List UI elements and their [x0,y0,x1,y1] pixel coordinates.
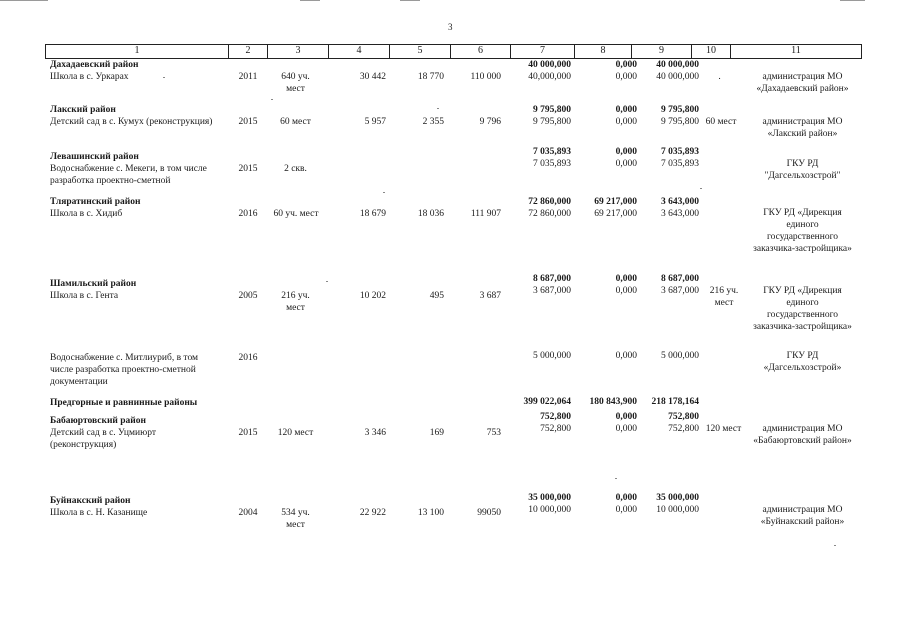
responsible-org: ГКУ РД «Дирекция [763,208,842,218]
scan-speck [834,545,836,546]
header-cell: 10 [692,45,731,58]
col7-cell: 7 035,893 [533,159,571,169]
responsible-org: «Лакский район» [767,129,838,139]
object-name: Школа в с. Хидиб [50,209,123,219]
responsible-org: «Бабаюртовский район» [753,436,852,446]
header-cell: 7 [511,45,575,58]
responsible-org: администрация МО [762,72,843,82]
col8-cell: 0,000 [615,117,637,127]
scan-edge-line [0,0,48,1]
col4-cell: 30 442 [359,72,386,82]
col5-cell: 495 [429,291,444,301]
col8-total: 0,000 [615,105,637,115]
col8-cell: 0,000 [615,72,637,82]
col6-cell: 111 907 [470,209,501,219]
responsible-org: заказчика-застройщика» [753,322,852,332]
object-name: Детский сад в с. Кумух (реконструкция) [50,117,213,127]
responsible-org: ГКУ РД [786,159,819,169]
page-number: 3 [448,22,453,32]
capacity-cell: мест [286,520,305,530]
col7-cell: 10 000,000 [528,505,571,515]
scan-speck [271,99,273,100]
capacity-cell: 216 уч. [281,291,310,301]
district-name: Буйнакский район [50,496,131,506]
col5-cell: 2 355 [422,117,444,127]
district-name: Тляратинский район [50,197,141,207]
responsible-org: ГКУ РД [786,351,819,361]
col9-total: 218 178,164 [651,397,699,407]
responsible-org: ГКУ РД «Дирекция [763,286,842,296]
scan-speck [700,188,702,189]
col9-cell: 9 795,800 [661,117,699,127]
year-cell: 2015 [238,428,258,438]
col7-total: 8 687,000 [533,274,571,284]
col8-cell: 0,000 [615,286,637,296]
col10-cell: мест [714,298,734,308]
capacity-cell: мест [286,84,305,94]
col8-total: 0,000 [615,147,637,157]
col10-cell: 216 уч. [709,286,739,296]
col4-cell: 3 346 [364,428,386,438]
capacity-cell: 640 уч. [281,72,310,82]
responsible-org: администрация МО [762,117,843,127]
col9-cell: 3 687,000 [661,286,699,296]
col9-cell: 10 000,000 [656,505,699,515]
col7-total: 40 000,000 [528,60,571,70]
col8-cell: 0,000 [615,505,637,515]
object-name: Детский сад в с. Уцмиюрт [50,428,156,438]
col7-total: 72 860,000 [528,197,571,207]
col7-cell: 3 687,000 [533,286,571,296]
responsible-org: единого [786,298,819,308]
year-cell: 2015 [238,164,258,174]
col9-total: 3 643,000 [661,197,699,207]
scan-speck [326,281,328,282]
col9-total: 40 000,000 [656,60,699,70]
col8-cell: 69 217,000 [594,209,637,219]
district-name: Лакский район [50,105,116,115]
object-name: документации [50,377,108,387]
col7-total: 752,800 [540,412,571,422]
responsible-org: администрация МО [762,424,843,434]
year-cell: 2005 [238,291,258,301]
section-title: Предгорные и равнинные районы [50,398,198,408]
object-name: Водоснабжение с. Митлиуриб, в том [50,353,199,363]
header-cell: 11 [791,45,801,56]
responsible-org: "Дагсельхозстрой" [764,171,841,181]
capacity-cell: 60 уч. мест [273,209,319,219]
col9-total: 35 000,000 [656,493,699,503]
col8-total: 180 843,900 [589,397,637,407]
col4-cell: 5 957 [364,117,386,127]
col7-total: 7 035,893 [533,147,571,157]
responsible-org: заказчика-застройщика» [753,244,852,254]
object-name: разработка проектно-сметной [50,176,171,186]
responsible-org: государственного [766,310,839,320]
header-cell: 3 [268,45,329,58]
year-cell: 2011 [238,72,258,82]
col9-cell: 752,800 [668,424,699,434]
scan-speck [437,108,439,109]
col5-cell: 13 100 [417,508,444,518]
header-cell: 1 [46,45,229,58]
header-cell: 4 [329,45,390,58]
col8-total: 0,000 [615,274,637,284]
object-name: Школа в с. Уркарах [50,72,129,82]
object-name: числе разработка проектно-сметной [50,365,196,375]
scan-edge-line [840,0,865,1]
col8-cell: 0,000 [615,159,637,169]
col7-cell: 9 795,800 [533,117,571,127]
col9-cell: 7 035,893 [661,159,699,169]
col5-cell: 18 036 [417,209,444,219]
scan-speck [163,77,165,78]
col9-cell: 3 643,000 [661,209,699,219]
year-cell: 2004 [238,508,258,518]
object-name: (реконструкция) [50,440,117,450]
col7-total: 399 022,064 [523,397,571,407]
col6-cell: 753 [486,428,501,438]
scan-edge-line [300,0,320,1]
responsible-org: администрация МО [762,505,843,515]
capacity-cell: мест [286,303,305,313]
col4-cell: 18 679 [359,209,386,219]
object-name: Водоснабжение с. Мекеги, в том числе [50,164,207,174]
col8-total: 0,000 [615,412,637,422]
col8-total: 0,000 [615,60,637,70]
object-name: Школа в с. Н. Казанище [50,508,148,518]
year-cell: 2016 [238,209,258,219]
capacity-cell: 534 уч. [281,508,310,518]
district-name: Левашинский район [50,152,139,162]
col5-cell: 18 770 [417,72,444,82]
col9-total: 8 687,000 [661,274,699,284]
header-cell: 2 [229,45,268,58]
header-cell: 9 [632,45,692,58]
col10-cell: 120 мест [705,424,742,434]
col7-cell: 40,000,000 [528,72,571,82]
col9-total: 752,800 [668,412,699,422]
year-cell: 2015 [238,117,258,127]
responsible-org: «Буйнакский район» [760,517,845,527]
col8-cell: 0,000 [615,351,637,361]
header-cell: 5 [390,45,451,58]
year-cell: 2016 [238,353,258,363]
col7-total: 35 000,000 [528,493,571,503]
col6-cell: 3 687 [479,291,501,301]
col8-cell: 0,000 [615,424,637,434]
scan-edge-line [400,0,420,1]
scan-speck [383,192,385,193]
scan-speck [615,478,617,479]
responsible-org: «Дахадаевский район» [756,84,849,94]
col7-cell: 5 000,000 [533,351,571,361]
col7-total: 9 795,800 [533,105,571,115]
col6-cell: 110 000 [470,72,501,82]
capacity-cell: 120 мест [277,428,314,438]
capacity-cell: 2 скв. [284,164,307,174]
col10-cell: 60 мест [705,117,737,127]
object-name: Школа в с. Гента [50,291,119,301]
col8-total: 0,000 [615,493,637,503]
col9-total: 9 795,800 [661,105,699,115]
responsible-org: государственного [766,232,839,242]
responsible-org: «Дагсельхозстрой» [763,363,842,373]
col6-cell: 9 796 [479,117,501,127]
header-cell: 6 [451,45,511,58]
district-name: Бабаюртовский район [50,416,146,426]
col8-total: 69 217,000 [594,197,637,207]
responsible-org: единого [786,220,819,230]
col6-cell: 99050 [477,508,501,518]
col5-cell: 169 [429,428,444,438]
col9-cell: 5 000,000 [661,351,699,361]
header-cell: 8 [575,45,632,58]
district-name: Дахадаевский район [50,60,139,70]
col7-cell: 72 860,000 [528,209,571,219]
col9-total: 7 035,893 [661,147,699,157]
district-name: Шамильский район [50,279,137,289]
col4-cell: 10 202 [359,291,386,301]
col9-cell: 40 000,000 [656,72,699,82]
col10-cell: . [718,72,721,82]
col4-cell: 22 922 [359,508,386,518]
table-header-row [45,44,862,59]
col7-cell: 752,800 [540,424,571,434]
capacity-cell: 60 мест [280,117,311,127]
